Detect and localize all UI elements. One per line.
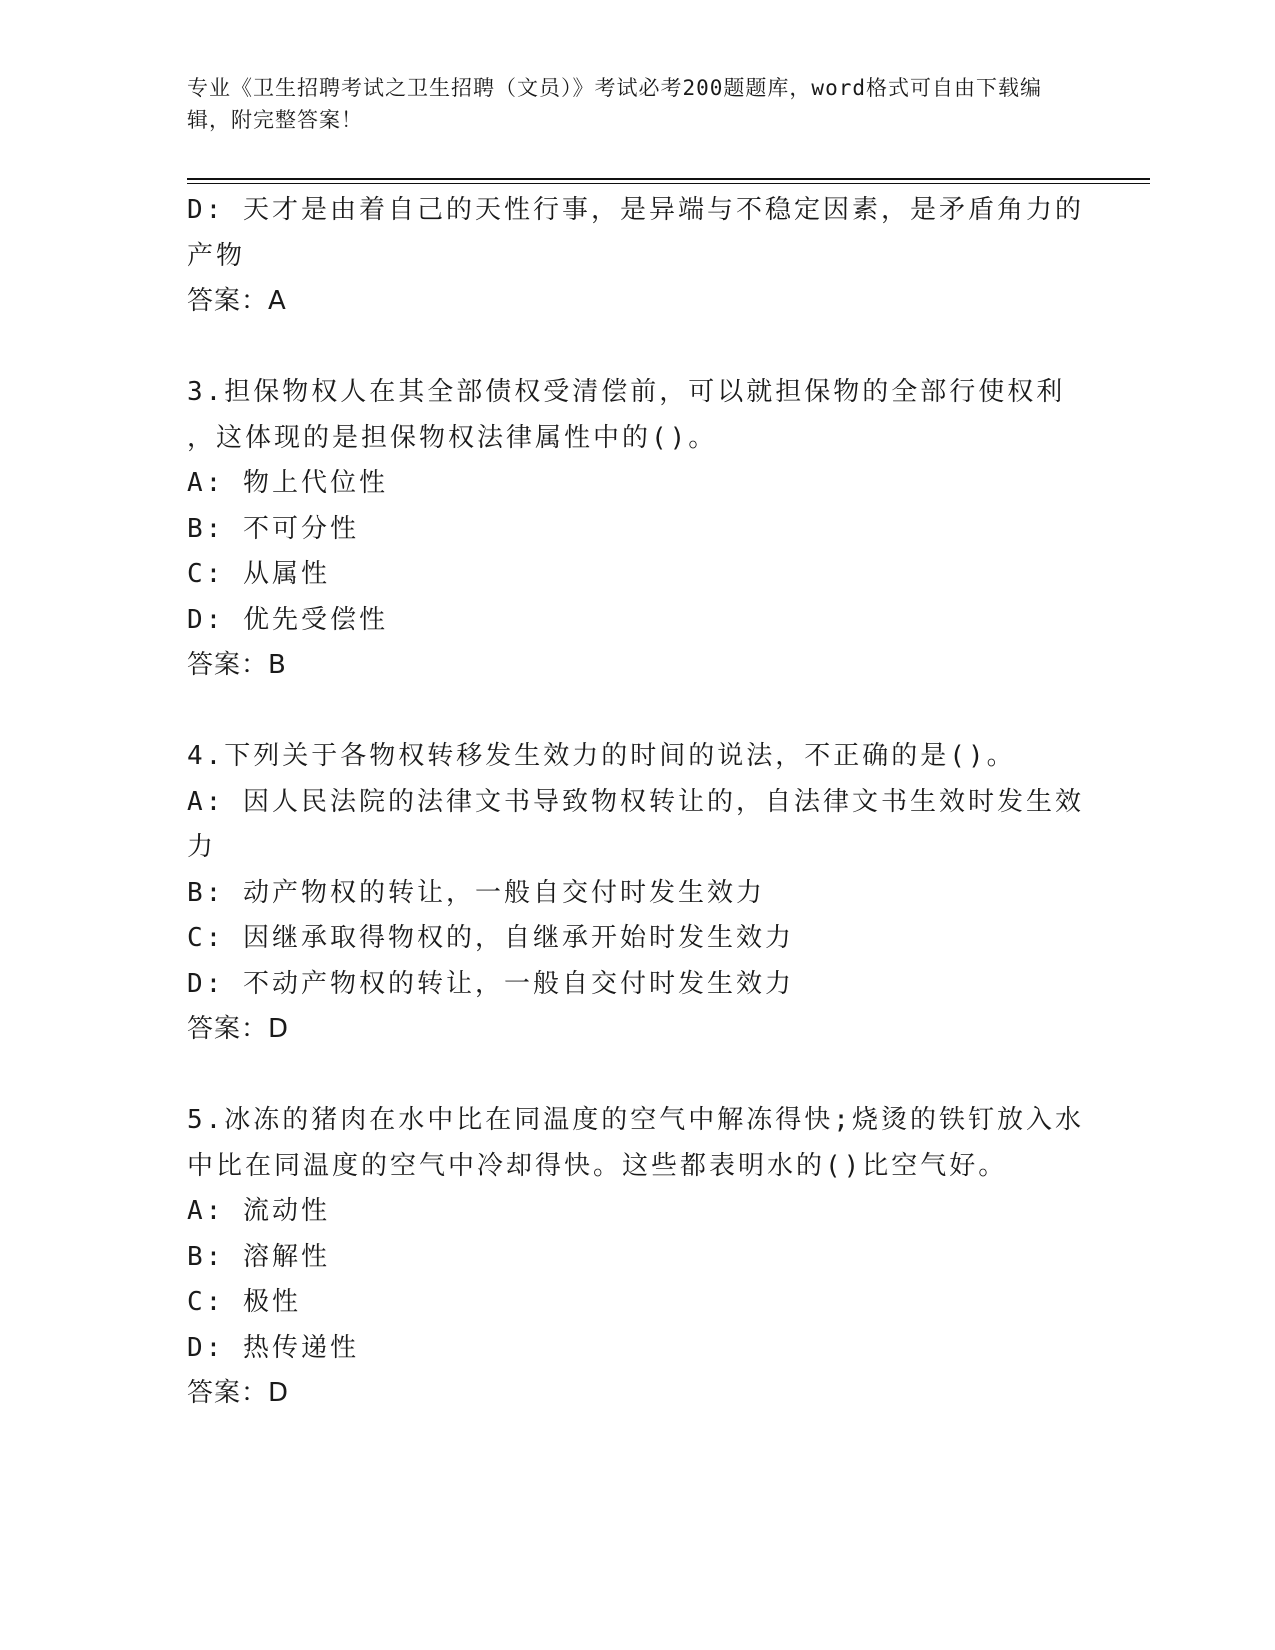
option-b: B: 溶解性 bbox=[187, 1241, 330, 1272]
answer-line: 答案：B bbox=[187, 650, 287, 680]
option-a-line-1: A: 因人民法院的法律文书导致物权转让的，自法律文书生效时发生效 bbox=[187, 786, 1084, 817]
option-a-line-2: 力 bbox=[187, 832, 217, 862]
question-4 bbox=[187, 734, 1087, 1053]
option-d-line-2: 产物 bbox=[187, 240, 246, 271]
document-body bbox=[187, 188, 1087, 1417]
question-stem-line-2: 中比在同温度的空气中冷却得快。这些都表明水的()比空气好。 bbox=[187, 1150, 1008, 1181]
option-d: D: 不动产物权的转让，一般自交付时发生效力 bbox=[187, 968, 794, 999]
spacer bbox=[187, 689, 1087, 735]
question-stem-line-1: 3.担保物权人在其全部债权受清偿前，可以就担保物的全部行使权利 bbox=[187, 377, 1066, 407]
answer-line: 答案：A bbox=[187, 286, 287, 316]
document-header: 专业《卫生招聘考试之卫生招聘（文员）》考试必考200题题库，word格式可自由下载编辑，附完整答案！ bbox=[187, 76, 1042, 132]
header-rule-thin bbox=[187, 183, 1150, 184]
option-d: D: 优先受偿性 bbox=[187, 604, 388, 635]
option-a: A: 流动性 bbox=[187, 1196, 330, 1226]
option-c: C: 极性 bbox=[187, 1287, 301, 1317]
option-a: A: 物上代位性 bbox=[187, 468, 388, 498]
question-stem-line-1: 4.下列关于各物权转移发生效力的时间的说法，不正确的是()。 bbox=[187, 741, 1016, 771]
question-5 bbox=[187, 1098, 1087, 1417]
option-b: B: 动产物权的转让，一般自交付时发生效力 bbox=[187, 877, 765, 908]
question-3 bbox=[187, 370, 1087, 689]
option-c: C: 从属性 bbox=[187, 559, 330, 589]
spacer bbox=[187, 1053, 1087, 1099]
answer-line: 答案：D bbox=[187, 1014, 290, 1044]
question-2-tail bbox=[187, 188, 1087, 325]
option-b: B: 不可分性 bbox=[187, 513, 359, 544]
header-rule-thick bbox=[187, 178, 1150, 180]
option-d: D: 热传递性 bbox=[187, 1332, 359, 1363]
question-stem-line-2: ，这体现的是担保物权法律属性中的()。 bbox=[187, 422, 718, 453]
answer-line: 答案：D bbox=[187, 1378, 290, 1408]
spacer bbox=[187, 325, 1087, 371]
option-c: C: 因继承取得物权的，自继承开始时发生效力 bbox=[187, 923, 794, 953]
question-stem-line-1: 5.冰冻的猪肉在水中比在同温度的空气中解冻得快;烧烫的铁钉放入水 bbox=[187, 1105, 1084, 1135]
option-d-line-1: D: 天才是由着自己的天性行事，是异端与不稳定因素，是矛盾角力的 bbox=[187, 195, 1084, 225]
